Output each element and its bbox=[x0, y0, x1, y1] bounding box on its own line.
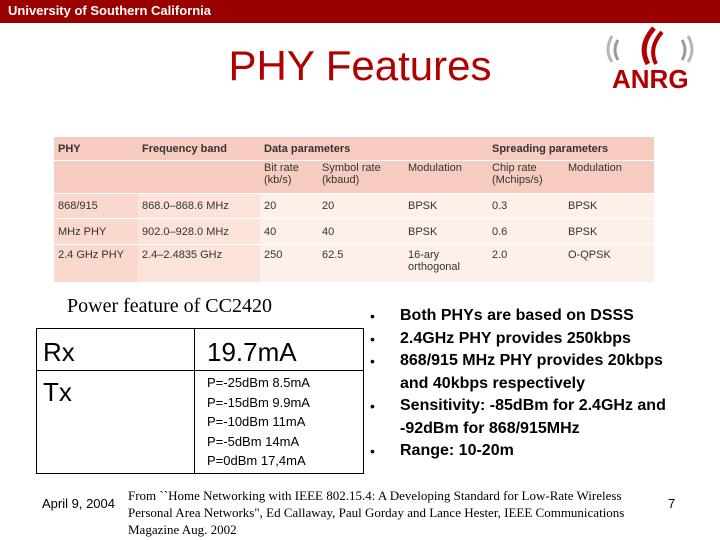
tx-value-line: P=-5dBm 14mA bbox=[207, 433, 300, 449]
footer-reference: From ``Home Networking with IEEE 802.15.4: A Developing Standard for Low-Rate Wireless Personal Area Networks", Ed Callaway, Paul Gorday and Lance Hester, IEEE Communications Magazine Aug. 2002 bbox=[128, 488, 625, 537]
power-table bbox=[36, 328, 364, 474]
cell-bit-rate: 20 bbox=[260, 194, 318, 219]
cell-band: 2.4–2.4835 GHz bbox=[138, 244, 260, 282]
university-header-bar bbox=[0, 0, 720, 23]
cell-modulation: BPSK bbox=[404, 194, 488, 219]
cell-phy: 868/915 bbox=[54, 194, 138, 219]
cell-spreading-modulation: O-QPSK bbox=[564, 244, 654, 282]
cell-spreading-modulation: BPSK bbox=[564, 194, 654, 219]
tx-value-line: P=-15dBm 9.9mA bbox=[207, 394, 310, 410]
cell-chip-rate: 0.3 bbox=[488, 194, 564, 219]
logo-text: ANRG bbox=[612, 64, 689, 94]
university-name: University of Southern California bbox=[8, 3, 211, 18]
list-item bbox=[370, 350, 690, 395]
tx-label: Tx bbox=[37, 371, 195, 474]
bullet-dot-icon: • bbox=[370, 330, 375, 347]
tx-values bbox=[195, 371, 364, 474]
tx-value-line: P=0dBm 17,4mA bbox=[207, 453, 306, 468]
tx-value-line: P=-10dBm 11mA bbox=[207, 414, 306, 429]
bullet-text: Both PHYs are based on DSSS bbox=[400, 307, 634, 324]
table-row bbox=[54, 244, 654, 282]
list-item bbox=[370, 395, 690, 440]
header-frequency-band: Frequency band bbox=[138, 137, 260, 161]
rx-value: 19.7mA bbox=[195, 329, 364, 371]
bullet-dot-icon: • bbox=[370, 308, 375, 324]
slide-title: PHY Features bbox=[228, 42, 492, 89]
header-bit-rate: Bit rate (kb/s) bbox=[260, 161, 318, 194]
cell-spreading-modulation: BPSK bbox=[564, 219, 654, 244]
cell-phy: 2.4 GHz PHY bbox=[54, 244, 138, 282]
cell-bit-rate: 250 bbox=[260, 244, 318, 282]
page-number: 7 bbox=[668, 496, 676, 511]
bullet-text: 2.4GHz PHY provides 250kbps bbox=[400, 329, 631, 347]
cell-bit-rate: 40 bbox=[260, 219, 318, 244]
table-row bbox=[54, 194, 654, 219]
bullet-text: Range: 10-20m bbox=[400, 442, 514, 459]
rx-label: Rx bbox=[37, 329, 195, 371]
list-item bbox=[370, 440, 690, 463]
cell-symbol-rate: 20 bbox=[318, 194, 404, 219]
header-phy: PHY bbox=[54, 137, 138, 161]
cell-band: 902.0–928.0 MHz bbox=[138, 219, 260, 244]
cell-modulation: BPSK bbox=[404, 219, 488, 244]
table-row bbox=[37, 329, 364, 371]
header-chip-rate: Chip rate (Mchips/s) bbox=[488, 161, 564, 194]
tx-value-line: P=-25dBm 8.5mA bbox=[207, 375, 310, 390]
power-caption: Power feature of CC2420 bbox=[67, 295, 272, 317]
cell-phy: MHz PHY bbox=[54, 219, 138, 244]
cell-symbol-rate: 62.5 bbox=[318, 244, 404, 282]
phy-features-table bbox=[54, 137, 654, 283]
cell-chip-rate: 0.6 bbox=[488, 219, 564, 244]
bullet-list bbox=[370, 305, 690, 463]
footer-date: April 9, 2004 bbox=[42, 496, 115, 511]
anrg-logo bbox=[604, 26, 696, 96]
bullet-dot-icon: • bbox=[370, 398, 375, 414]
bullet-text: 868/915 MHz PHY provides 20kbps and 40kbps respectively bbox=[400, 352, 663, 392]
cell-band: 868.0–868.6 MHz bbox=[138, 194, 260, 219]
bullet-dot-icon: • bbox=[370, 353, 375, 369]
list-item bbox=[370, 305, 690, 328]
list-item bbox=[370, 328, 690, 351]
header-modulation: Modulation bbox=[404, 161, 488, 194]
bullet-text: Sensitivity: -85dBm for 2.4GHz and -92dBm for 868/915MHz bbox=[400, 397, 666, 437]
header-symbol-rate: Symbol rate (kbaud) bbox=[318, 161, 404, 194]
cell-chip-rate: 2.0 bbox=[488, 244, 564, 282]
cell-modulation: 16-ary orthogonal bbox=[404, 244, 488, 282]
header-data-parameters: Data parameters bbox=[260, 137, 488, 161]
header-spreading-parameters: Spreading parameters bbox=[488, 137, 654, 161]
header-spreading-modulation: Modulation bbox=[564, 161, 654, 194]
cell-symbol-rate: 40 bbox=[318, 219, 404, 244]
bullet-dot-icon: • bbox=[370, 443, 375, 459]
table-row bbox=[37, 371, 364, 474]
table-row bbox=[54, 219, 654, 244]
wireless-signal-icon bbox=[604, 26, 696, 66]
